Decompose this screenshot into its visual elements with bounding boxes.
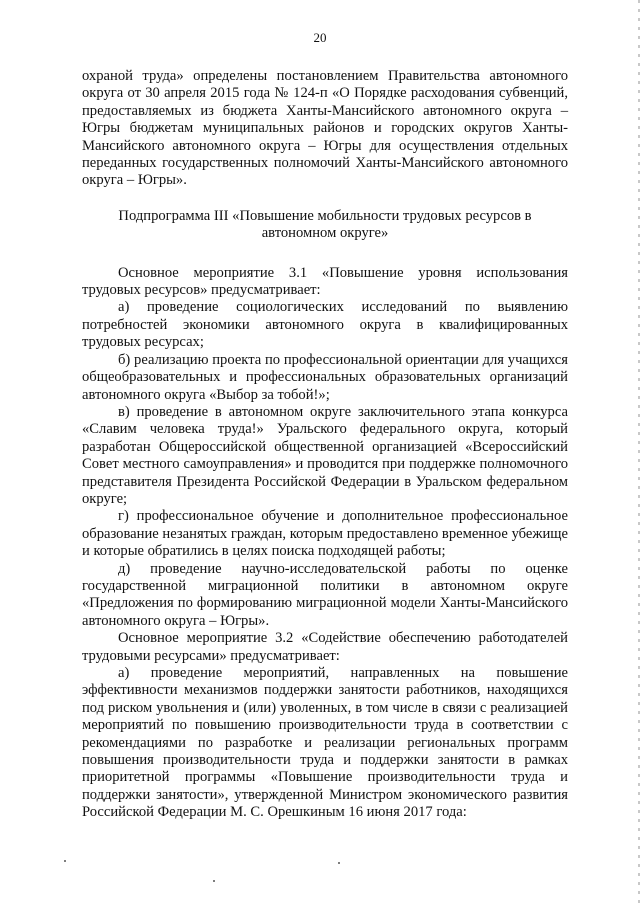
paragraph-activity-3-1: Основное мероприятие 3.1 «Повышение уровня использования трудовых ресурсов» предусматривает: bbox=[82, 264, 568, 299]
scan-speck bbox=[338, 862, 340, 864]
scan-speck bbox=[64, 860, 66, 862]
paragraph-activity-3-2: Основное мероприятие 3.2 «Содействие обеспечению работодателей трудовыми ресурсами» предусматривает: bbox=[82, 630, 568, 664]
scan-speck bbox=[213, 880, 215, 882]
page-number: 20 bbox=[313, 30, 327, 45]
paragraph-item-g: г) профессиональное обучение и дополнительное профессиональное образование незанятых граждан, которым предоставлено временное убежище и которые обратились в целях поиска подходящей работы; bbox=[82, 508, 568, 560]
paragraph-item-d: д) проведение научно-исследовательской работы по оценке государственной миграционной политики в автономном округе «Предложения по формированию миграционной модели Ханты-Мансийского автономного округа – Югры». bbox=[82, 560, 568, 629]
paragraph-item-b: б) реализацию проекта по профессиональной ориентации для учащихся общеобразовательных и профессиональных образовательных организаций автономного округа «Выбор за тобой!»; bbox=[82, 351, 568, 403]
paragraph-item-a-3-2: а) проведение мероприятий, направленных на повышение эффективности механизмов поддержки занятости работников, находящихся под риском увольнения и (или) уволенных, в том числе в связи с реализацией мероприятий по повышению производительности труда в соответствии с рекомендациями по разработке и реализации региональных программ повышения производительности труда и поддержки занятости в рамках приоритетной программы «Повышение производительности труда и поддержки занятости», утвержденной Министром экономического развития Российской Федерации М. С. Орешкиным 16 июня 2017 года: bbox=[82, 665, 568, 821]
paragraph-item-a: а) проведение социологических исследований по выявлению потребностей экономики автономного округа в квалифицированных трудовых ресурсах; bbox=[82, 299, 568, 351]
subprogram-heading: Подпрограмма III «Повышение мобильности трудовых ресурсов в автономном округе» bbox=[118, 207, 532, 242]
paragraph-item-v: в) проведение в автономном округе заключительного этапа конкурса «Славим человека труда!» Уральского федерального округа, который разработан Общероссийской общественной организацией «Всероссийский Совет местного самоуправления» и проводится при поддержке полномочного представителя Президента Российской Федерации в Уральском федеральном округе; bbox=[82, 403, 568, 507]
document-body bbox=[82, 68, 568, 822]
paragraph-continuation: охраной труда» определены постановлением Правительства автономного округа от 30 апреля 2015 года № 124-п «О Порядке расходования субвенций, предоставляемых из бюджета Ханты-Мансийского автономного округа – Югры бюджетам муниципальных районов и городских округов Ханты-Мансийского автономного округа – Югры для осуществления отдельных переданных государственных полномочий Ханты-Мансийского автономного округа – Югры». bbox=[82, 68, 568, 189]
